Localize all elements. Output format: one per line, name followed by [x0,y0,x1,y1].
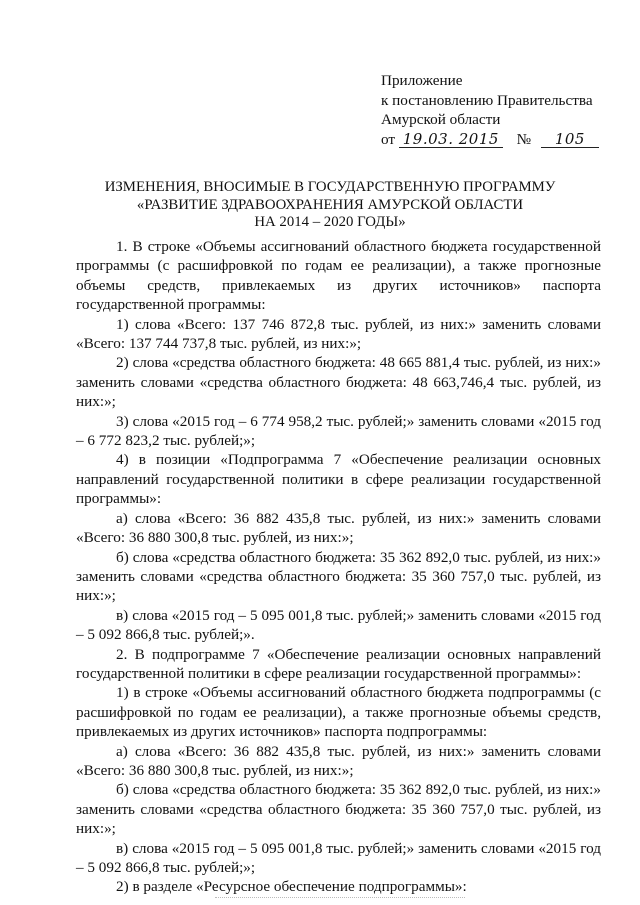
title-line-1: ИЗМЕНЕНИЯ, ВНОСИМЫЕ В ГОСУДАРСТВЕННУЮ ПРОГРАММУ [104,179,556,195]
paragraph: б) слова «средства областного бюджета: 35 362 892,0 тыс. рублей, из них:» заменить словами «средства областного бюджета: 35 360 757,0 тыс. рублей, из них:»; [76,781,601,838]
from-label: от [381,130,396,148]
title-line-3: НА 2014 – 2020 ГОДЫ» [254,214,406,231]
title-line-2: «РАЗВИТИЕ ЗДРАВООХРАНЕНИЯ АМУРСКОЙ ОБЛАСТИ [136,196,524,213]
paragraph: 2) в разделе «Ресурсное обеспечение подпрограммы»: [116,878,467,896]
paragraph: 1. В строке «Объемы ассигнований областного бюджета государственной программы (с расшифровкой по годам ее реализации), а также прогнозные объемы средств, привлекаемых из других источников» паспорта государственной программы: [76,238,601,314]
paragraph: а) слова «Всего: 36 882 435,8 тыс. рублей, из них:» заменить словами «Всего: 36 880 300,8 тыс. рублей, из них:»; [76,742,601,779]
paragraph: б) слова «средства областного бюджета: 35 362 892,0 тыс. рублей, из них:» заменить словами «средства областного бюджета: 35 360 757,0 тыс. рублей, из них:»; [76,548,601,605]
number-field [541,129,599,148]
appendix-block [381,71,599,149]
scan-artifact-line [215,897,465,901]
appendix-line-2: к постановлению Правительства [381,91,593,109]
handwritten-date: 19.03. 2015 [402,129,499,148]
paragraph: в) слова «2015 год – 5 095 001,8 тыс. рублей;» заменить словами «2015 год – 5 092 866,8 тыс. рублей;»; [76,839,601,876]
paragraph: в) слова «2015 год – 5 095 001,8 тыс. рублей;» заменить словами «2015 год – 5 092 866,8 тыс. рублей;». [76,606,601,644]
paragraph: 4) в позиции «Подпрограмма 7 «Обеспечение реализации основных направлений государственной политики в сфере реализации государственной программы»: [76,451,601,508]
paragraph: а) слова «Всего: 36 882 435,8 тыс. рублей, из них:» заменить словами «Всего: 36 880 300,8 тыс. рублей, из них:»; [76,509,601,547]
appendix-line-3: Амурской области [381,111,501,128]
appendix-line-1: Приложение [381,72,463,89]
paragraph: 2. В подпрограмме 7 «Обеспечение реализации основных направлений государственной политики в сфере реализации государственной программы»: [76,645,601,682]
paragraph: 1) в строке «Объемы ассигнований областного бюджета подпрограммы (с расшифровкой по годам ее реализации), а также прогнозные объемы средств, привлекаемых из других источников» паспорта подпрограммы: [76,684,601,741]
document-title [70,179,590,232]
handwritten-number: 105 [554,129,585,148]
appendix-date-number-line [381,130,599,150]
number-label: № [516,130,532,148]
paragraph: 2) слова «средства областного бюджета: 48 665 881,4 тыс. рублей, из них:» заменить словами «средства областного бюджета: 48 663,746,4 тыс. рублей, из них:»; [76,354,601,411]
date-field [399,129,503,148]
paragraph: 1) слова «Всего: 137 746 872,8 тыс. рублей, из них:» заменить словами «Всего: 137 744 737,8 тыс. рублей, из них:»; [76,315,601,353]
document-body [76,237,601,897]
paragraph: 3) слова «2015 год – 6 774 958,2 тыс. рублей;» заменить словами «2015 год – 6 772 823,2 тыс. рублей;»; [76,412,601,450]
